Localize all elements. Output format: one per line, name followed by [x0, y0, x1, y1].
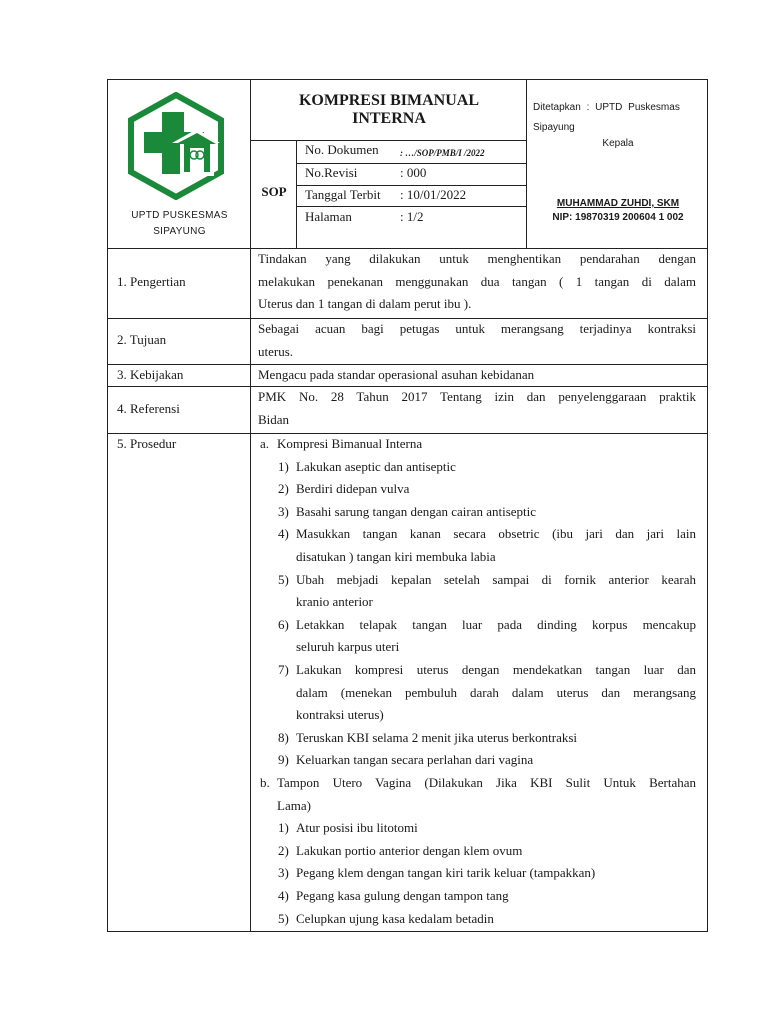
- title-line: KOMPRESI BIMANUAL: [298, 92, 479, 109]
- row-label-tujuan: 2. Tujuan: [117, 332, 167, 347]
- page-label: Halaman: [305, 209, 352, 224]
- list-text: Teruskan KBI selama 2 menit jika uterus berkontraksi: [296, 729, 578, 745]
- sop-document: [107, 79, 708, 932]
- list-text: Basahi sarung tangan dengan cairan antiseptic: [296, 503, 537, 519]
- divider: [250, 140, 527, 141]
- text-line: uterus.: [258, 343, 294, 359]
- list-text: Masukkan tangan kanan secara obsetric (ibu jari dan jari lain: [296, 526, 696, 542]
- list-marker: 2): [278, 481, 289, 497]
- sop-label: SOP: [261, 184, 287, 199]
- issue-date-value: : 10/01/2022: [400, 187, 467, 202]
- row-label-prosedur: 5. Prosedur: [117, 436, 177, 451]
- list-text: Letakkan telapak tangan luar pada dinding korpus mencakup: [296, 616, 696, 632]
- row-text-kebijakan: [258, 364, 696, 387]
- text-line: melakukan penekanan menggunakan dua tangan ( 1 tangan di dalam: [258, 273, 696, 289]
- row-label-pengertian: 1. Pengertian: [117, 274, 186, 289]
- list-text: Pegang kasa gulung dengan tampon tang: [296, 888, 509, 903]
- divider: [296, 206, 527, 207]
- row-text-tujuan: [258, 318, 696, 363]
- list-text: kranio anterior: [296, 594, 373, 610]
- org-caption-line: SIPAYUNG: [153, 226, 206, 237]
- org-caption: [108, 208, 251, 240]
- approved-line: Sipayung: [533, 122, 575, 133]
- text-line: Mengacu pada standar operasional asuhan kebidanan: [258, 367, 535, 382]
- list-text: Berdiri didepan vulva: [296, 481, 410, 497]
- list-text: Ubah mebjadi kepalan setelah sampai di fornik anterior kearah: [296, 571, 696, 587]
- list-text: Kompresi Bimanual Interna: [277, 436, 423, 451]
- org-caption-line: UPTD PUSKESMAS: [131, 210, 228, 221]
- list-text: disatukan ) tangan kiri membuka labia: [296, 549, 496, 564]
- list-marker: 5): [278, 571, 289, 587]
- list-marker: 2): [278, 842, 289, 858]
- head-title: Kepala: [602, 138, 634, 149]
- page-value: : 1/2: [400, 209, 424, 224]
- document-title: [251, 92, 527, 128]
- list-marker: 3): [278, 503, 289, 519]
- list-marker: 6): [278, 616, 289, 632]
- list-text: Atur posisi ibu litotomi: [296, 820, 418, 836]
- text-line: Bidan: [258, 411, 290, 427]
- list-marker: b.: [260, 775, 270, 790]
- list-marker: 1): [278, 820, 289, 836]
- text-line: Uterus dan 1 tangan di dalam perut ibu ).: [258, 296, 472, 311]
- head-name: MUHAMMAD ZUHDI, SKM: [556, 198, 680, 209]
- list-text: Keluarkan tangan secara perlahan dari vagina: [296, 752, 534, 768]
- revision-label: No.Revisi: [305, 165, 358, 180]
- list-marker: 5): [278, 910, 289, 926]
- list-marker: 1): [278, 458, 289, 474]
- puskesmas-logo-icon: [122, 92, 230, 200]
- list-marker: 3): [278, 865, 289, 881]
- issue-date-label: Tanggal Terbit: [305, 187, 381, 202]
- approved-by: [533, 98, 703, 138]
- doc-number-value: : …/SOP/PMB/I /2022: [400, 148, 485, 158]
- list-marker: 7): [278, 662, 289, 677]
- list-text: Lakukan kompresi uterus dengan mendekatkan tangan luar dan: [296, 662, 696, 677]
- list-text: dalam (menekan pembuluh darah dalam uterus dan merangsang: [296, 684, 696, 700]
- list-text: kontraksi uterus): [296, 707, 384, 723]
- approved-line: Ditetapkan : UPTD Puskesmas: [533, 102, 680, 113]
- list-marker: 8): [278, 729, 289, 745]
- row-label-kebijakan: 3. Kebijakan: [117, 367, 184, 382]
- text-line: Tindakan yang dilakukan untuk menghentikan pendarahan dengan: [258, 251, 696, 266]
- list-marker: 9): [278, 752, 289, 768]
- row-label-referensi: 4. Referensi: [117, 401, 180, 416]
- list-text: Lakukan portio anterior dengan klem ovum: [296, 842, 523, 858]
- list-text: Pegang klem dengan tangan kiri tarik keluar (tampakkan): [296, 865, 596, 881]
- doc-number-label: No. Dokumen: [305, 142, 379, 157]
- list-marker: a.: [260, 436, 270, 451]
- row-text-pengertian: [258, 248, 696, 316]
- list-marker: 4): [278, 526, 289, 542]
- title-line: INTERNA: [352, 110, 426, 127]
- list-text: Celupkan ujung kasa kedalam betadin: [296, 910, 494, 926]
- list-text: Tampon Utero Vagina (Dilakukan Jika KBI Sulit Untuk Bertahan: [277, 775, 696, 790]
- text-line: PMK No. 28 Tahun 2017 Tentang izin dan penyelenggaraan praktik: [258, 389, 696, 404]
- list-text: seluruh karpus uteri: [296, 639, 400, 655]
- row-text-referensi: [258, 386, 696, 431]
- list-text: Lakukan aseptic dan antiseptic: [296, 458, 456, 474]
- revision-value: : 000: [400, 165, 427, 180]
- procedure-list: [258, 433, 696, 929]
- head-nip: NIP: 19870319 200604 1 002: [552, 212, 684, 223]
- list-marker: 4): [278, 888, 289, 903]
- list-text: Lama): [277, 797, 311, 813]
- text-line: Sebagai acuan bagi petugas untuk merangsang terjadinya kontraksi: [258, 321, 696, 336]
